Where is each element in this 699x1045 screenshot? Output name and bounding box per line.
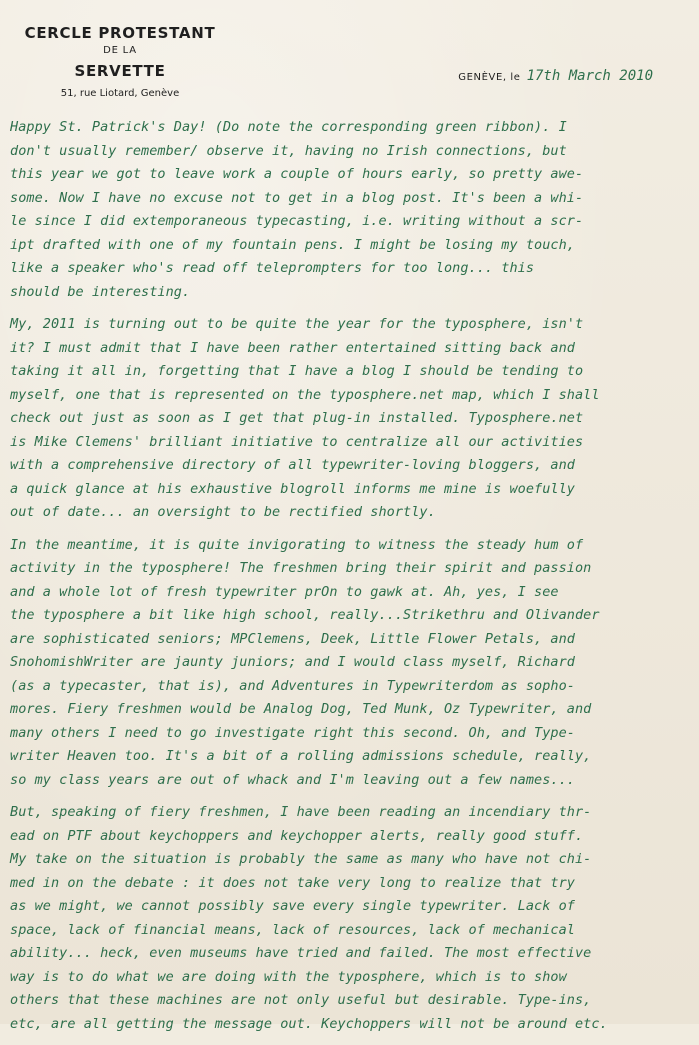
letterhead-organization: CERCLE PROTESTANT [24,24,216,42]
letter-body [10,116,686,1045]
letterhead [20,24,220,102]
letterhead-address: 51, rue Liotard, Genève [60,88,180,99]
paragraph: In the meantime, it is quite invigorating to witness the steady hum of activity in the typosphere! The freshmen bring their spirit and passion and a whole lot of fresh typewriter prOn to gawk at. Ah, yes, I see the typosphere a bit like high school, really...Strikethru and Olivander are sophisticated seniors; MPClemens, Deek, Little Flower Petals, and SnohomishWriter are jaunty juniors; and I would class myself, Richard (as a typecaster, that is), and Adventures in Typewriterdom as sopho- mores. Fiery freshmen would be Analog Dog, Ted Munk, Oz Typewriter, and many others I need to go investigate right this second. Oh, and Type- writer Heaven too. It's a bit of a rolling admissions schedule, really, so my class years are out of whack and I'm leaving out a few names... [10,536,600,788]
letterhead-name: SERVETTE [74,62,166,80]
paragraph: My, 2011 is turning out to be quite the year for the typosphere, isn't it? I must admit that I have been rather entertained sitting back and taking it all in, forgetting that I have a blog I should be tending to myself, one that is represented on the typosphere.net map, which I shall check out just as soon as I get that plug-in installed. Typosphere.net is Mike Clemens' brilliant initiative to centralize all our activities with a comprehensive directory of all typewriter-loving bloggers, and a quick glance at his exhaustive blogroll informs me mine is woefully out of date... an oversight to be rectified shortly. [10,316,600,520]
paragraph: Happy St. Patrick's Day! (Do note the corresponding green ribbon). I don't usually remember/ observe it, having no Irish connections, but this year we got to leave work a couple of hours early, so pretty awe- some. Now I have no excuse not to get in a blog post. It's been a whi- le since I did extemporaneous typecasting, i.e. writing without a scr- ipt drafted with one of my fountain pens. I might be losing my touch, like a speaker who's read off teleprompters for too long... this should be interesting. [10,119,584,300]
paragraph: But, speaking of fiery freshmen, I have been reading an incendiary thr- ead on PTF about keychoppers and keychopper alerts, really good stuff. My take on the situation is probably the same as many who have not chi- med in on the debate : it does not take very long to realize that try as we might, we cannot possibly save every single typewriter. Lack of space, lack of financial means, lack of resources, lack of mechanical ability... heck, even museums have tried and failed. The most effective way is to do what we are doing with the typosphere, which is to show others that these machines are not only useful but desirable. Type-ins, etc, are all getting the message out. Keychoppers will not be around etc. [10,804,608,1032]
dateline [458,68,653,84]
dateline-city: GENÈVE, le [458,72,521,83]
letterhead-connector: DE LA [103,45,137,56]
dateline-date: 17th March 2010 [526,68,653,84]
